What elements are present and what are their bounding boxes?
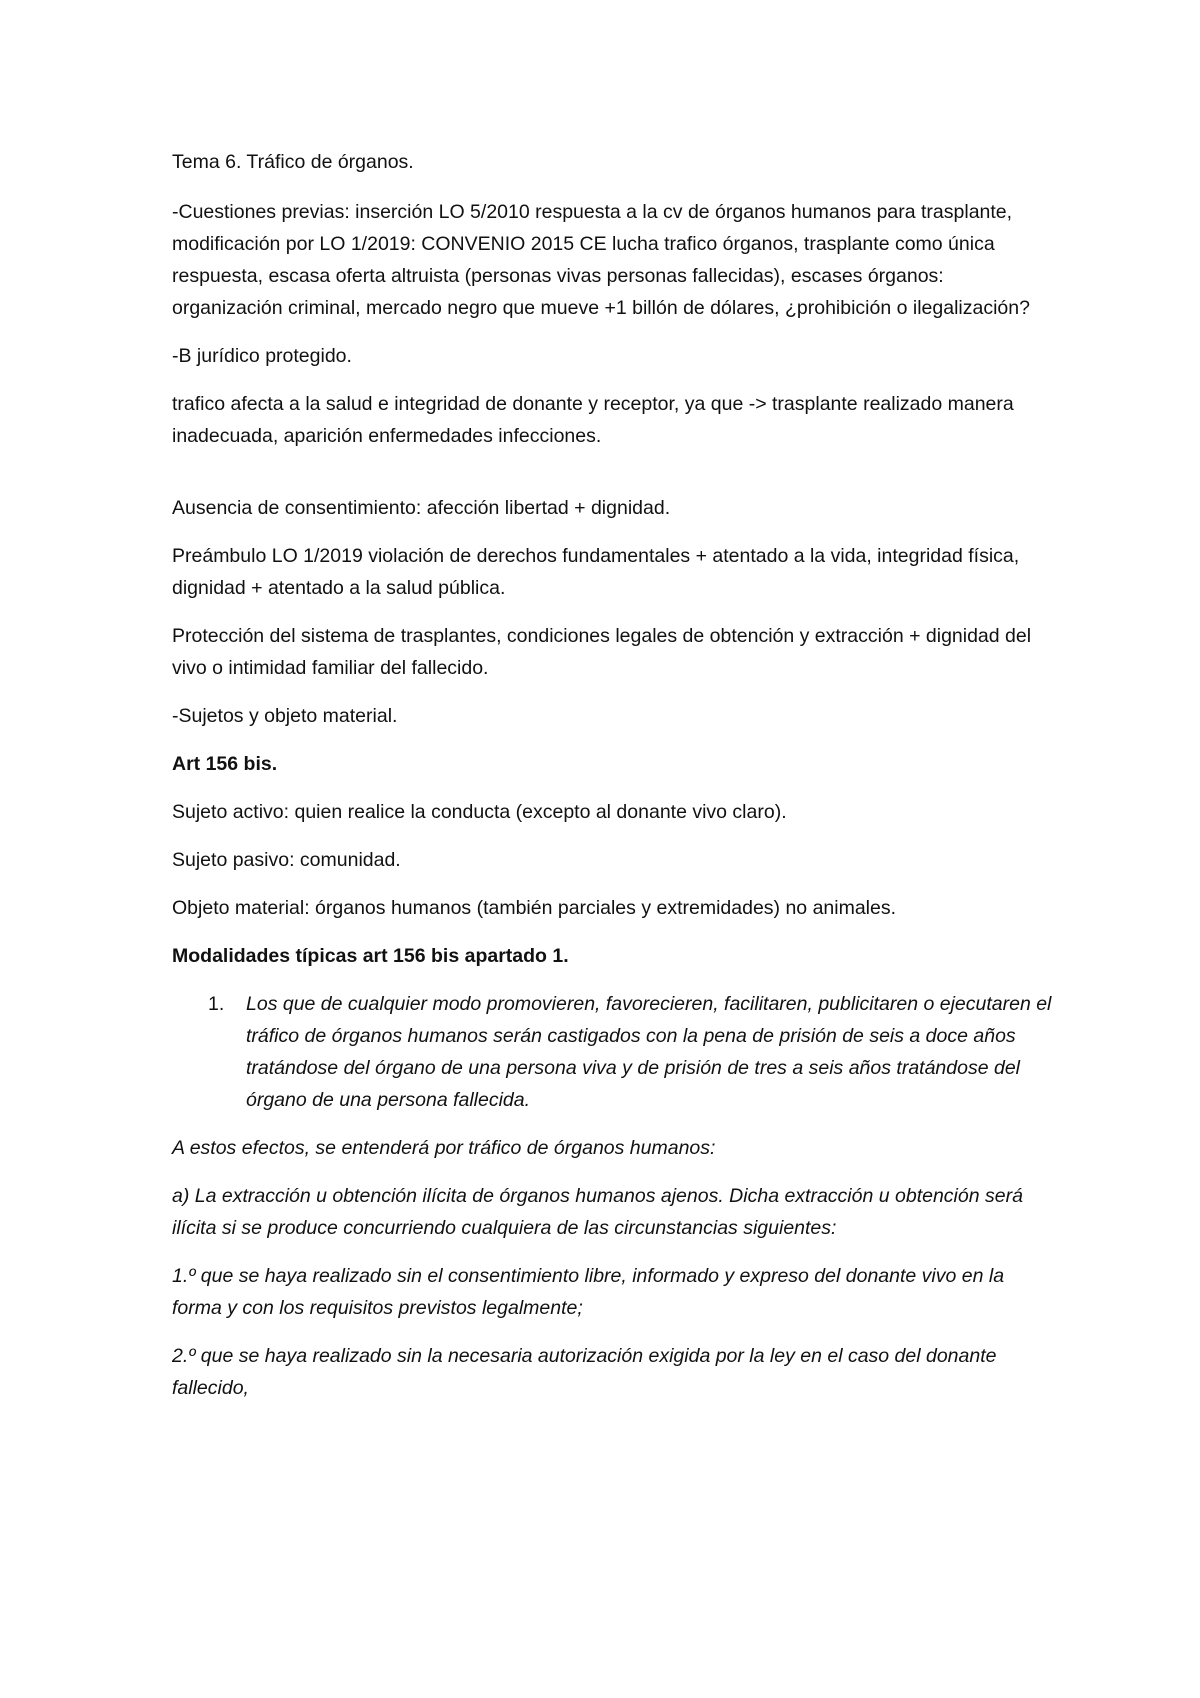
paragraph-proteccion: Protección del sistema de trasplantes, condiciones legales de obtención y extracción + dignidad del vivo o intimidad familiar del fallecido. [172,625,1032,679]
paragraph-objeto-material: Objeto material: órganos humanos (también parciales y extremidades) no animales. [172,897,897,919]
paragraph-preambulo: Preámbulo LO 1/2019 violación de derechos fundamentales + atentado a la vida, integridad física, dignidad + atentado a la salud pública. [172,545,1020,599]
paragraph-sujetos-objeto: -Sujetos y objeto material. [172,705,398,727]
paragraph-sujeto-pasivo: Sujeto pasivo: comunidad. [172,849,401,871]
document-body [172,146,1052,1420]
paragraph-ausencia-consentimiento: Ausencia de consentimiento: afección libertad + dignidad. [172,497,671,519]
list-number: 1. [208,993,225,1015]
paragraph-bien-juridico: -B jurídico protegido. [172,345,352,367]
paragraph-circunstancia-2: 2.º que se haya realizado sin la necesaria autorización exigida por la ley en el caso del donante fallecido, [172,1345,997,1399]
heading-art-156-bis: Art 156 bis. [172,753,278,775]
paragraph-sujeto-activo: Sujeto activo: quien realice la conducta (excepto al donante vivo claro). [172,801,787,823]
list-item-text: Los que de cualquier modo promovieren, favorecieren, facilitaren, publicitaren o ejecutaren el tráfico de órganos humanos serán castigados con la pena de prisión de seis a doce años tratándose del órgano de una persona viva y de prisión de tres a seis años tratándose del órgano de una persona fallecida. [246,993,1052,1111]
paragraph-trafico-salud: trafico afecta a la salud e integridad de donante y receptor, ya que -> trasplante realizado manera inadecuada, aparición enfermedades infecciones. [172,393,1014,447]
paragraph-efectos: A estos efectos, se entenderá por tráfico de órganos humanos: [172,1137,716,1159]
paragraph-circunstancia-1: 1.º que se haya realizado sin el consentimiento libre, informado y expreso del donante vivo en la forma y con los requisitos previstos legalmente; [172,1265,1005,1319]
paragraph-cuestiones-previas: -Cuestiones previas: inserción LO 5/2010 respuesta a la cv de órganos humanos para trasplante, modificación por LO 1/2019: CONVENIO 2015 CE lucha trafico órganos, trasplante como única respuesta, escasa oferta altruista (personas vivas personas fallecidas), escases órganos: organización criminal, mercado negro que mueve +1 billón de dólares, ¿prohibición o ilegalización? [172,201,1030,319]
heading-modalidades-tipicas: Modalidades típicas art 156 bis apartado 1. [172,945,569,967]
paragraph-extraccion: a) La extracción u obtención ilícita de órganos humanos ajenos. Dicha extracción u obtención será ilícita si se produce concurriendo cualquiera de las circunstancias siguientes: [172,1185,1023,1239]
list-item [172,988,1052,1116]
document-title: Tema 6. Tráfico de órganos. [172,151,414,173]
